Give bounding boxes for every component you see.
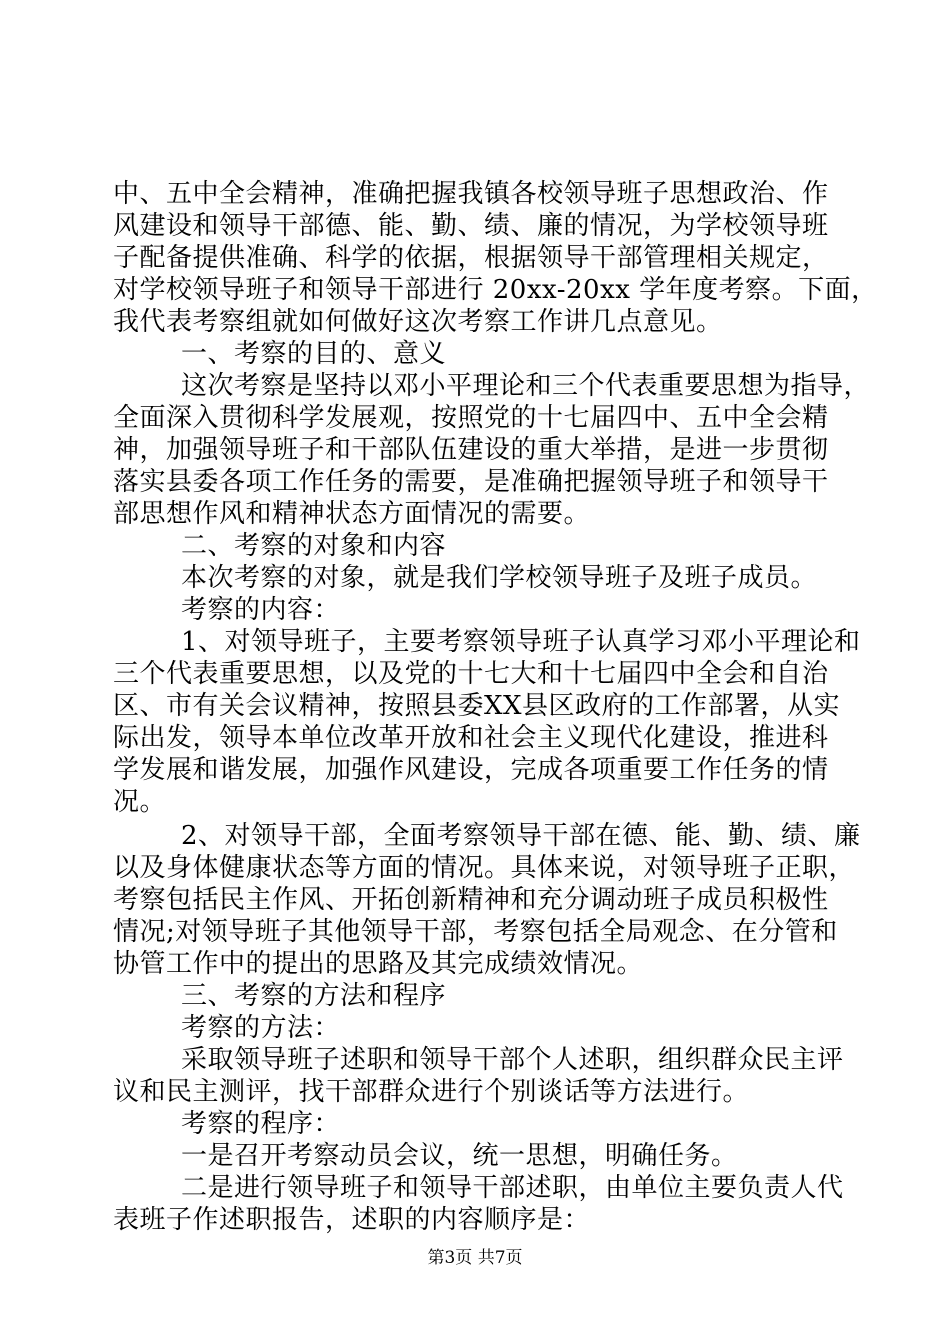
body-line: 以及身体健康状态等方面的情况。具体来说，对领导班子正职， <box>113 853 856 883</box>
section-heading: 二、考察的对象和内容 <box>181 531 447 561</box>
body-line: 三个代表重要思想，以及党的十七大和十七届四中全会和自治 <box>113 659 829 689</box>
subheading: 考察的程序： <box>181 1109 341 1139</box>
body-line: 际出发，领导本单位改革开放和社会主义现代化建设，推进科 <box>113 723 829 753</box>
body-line: 风建设和领导干部德、能、勤、绩、廉的情况，为学校领导班 <box>113 211 829 241</box>
body-line: 1、对领导班子，主要考察领导班子认真学习邓小平理论和 <box>181 627 861 657</box>
page-number-footer: 第3页 共7页 <box>427 1248 523 1268</box>
body-line: 表班子作述职报告，述职的内容顺序是： <box>113 1205 591 1235</box>
section-heading: 三、考察的方法和程序 <box>181 981 447 1011</box>
body-line: 议和民主测评，找干部群众进行个别谈话等方法进行。 <box>113 1077 750 1107</box>
body-line: 情况;对领导班子其他领导干部，考察包括全局观念、在分管和 <box>113 917 838 947</box>
section-heading: 一、考察的目的、意义 <box>181 339 447 369</box>
body-line: 对学校领导班子和领导干部进行 20xx-20xx 学年度考察。下面， <box>113 275 878 305</box>
body-line: 部思想作风和精神状态方面情况的需要。 <box>113 499 591 529</box>
body-line: 区、市有关会议精神，按照县委XX县区政府的工作部署，从实 <box>113 691 841 721</box>
subheading: 考察的方法： <box>181 1013 341 1043</box>
body-line: 二是进行领导班子和领导干部述职，由单位主要负责人代 <box>181 1173 844 1203</box>
body-line: 我代表考察组就如何做好这次考察工作讲几点意见。 <box>113 307 723 337</box>
body-line: 2、对领导干部，全面考察领导干部在德、能、勤、绩、廉 <box>181 821 861 851</box>
body-line: 全面深入贯彻科学发展观，按照党的十七届四中、五中全会精 <box>113 403 829 433</box>
body-line: 本次考察的对象，就是我们学校领导班子及班子成员。 <box>181 563 818 593</box>
body-line: 采取领导班子述职和领导干部个人述职，组织群众民主评 <box>181 1045 844 1075</box>
body-line: 学发展和谐发展，加强作风建设，完成各项重要工作任务的情 <box>113 755 829 785</box>
body-line: 协管工作中的提出的思路及其完成绩效情况。 <box>113 949 644 979</box>
body-line: 这次考察是坚持以邓小平理论和三个代表重要思想为指导， <box>181 371 871 401</box>
body-line: 子配备提供准确、科学的依据，根据领导干部管理相关规定， <box>113 243 829 273</box>
body-line: 一是召开考察动员会议，统一思想，明确任务。 <box>181 1141 738 1171</box>
body-line: 落实县委各项工作任务的需要，是准确把握领导班子和领导干 <box>113 467 829 497</box>
body-line: 中、五中全会精神，准确把握我镇各校领导班子思想政治、作 <box>113 179 829 209</box>
body-line: 神，加强领导班子和干部队伍建设的重大举措，是进一步贯彻 <box>113 435 829 465</box>
body-line: 况。 <box>113 787 167 817</box>
body-line: 考察包括民主作风、开拓创新精神和充分调动班子成员积极性 <box>113 885 829 915</box>
subheading: 考察的内容： <box>181 595 341 625</box>
